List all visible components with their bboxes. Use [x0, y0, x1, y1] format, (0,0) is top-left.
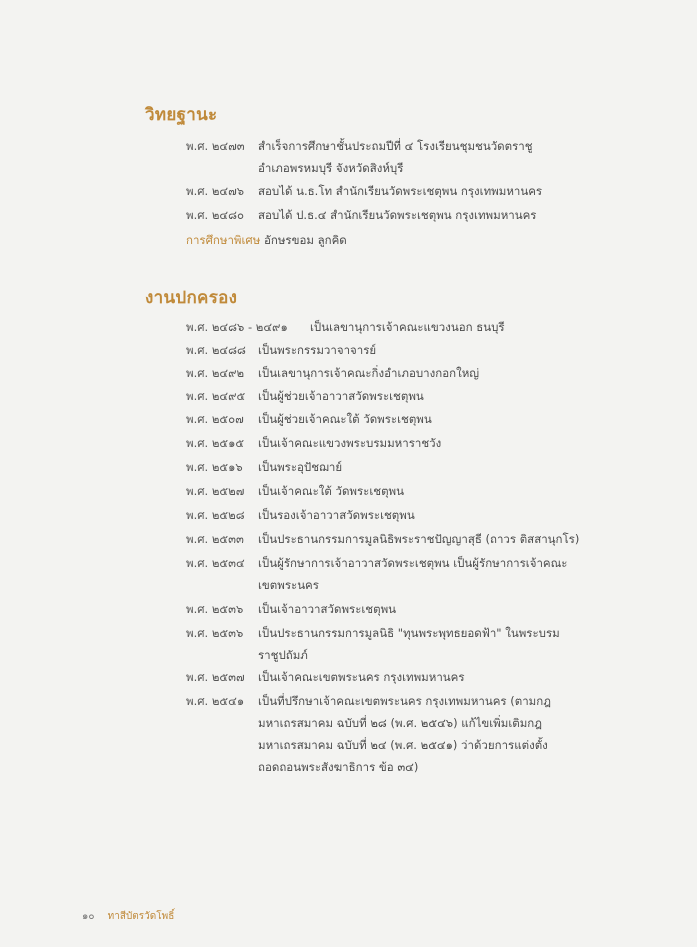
special-education-text: อักษรขอม ลูกคิด — [263, 233, 347, 247]
entry-line: อำเภอพรหมบุรี จังหวัดสิงห์บุรี — [258, 161, 404, 175]
year-label: พ.ศ. ๒๕๒๘ — [186, 508, 245, 522]
entry-line: สอบได้ น.ธ.โท สำนักเรียนวัดพระเชตุพน กรุงเทพมหานคร — [258, 184, 543, 198]
entry-line: มหาเถรสมาคม ฉบับที่ ๒๘ (พ.ศ. ๒๕๔๖) แก้ไขเพิ่มเติมกฎ — [258, 716, 542, 730]
entry-line: เป็นเจ้าคณะเขตพระนคร กรุงเทพมหานคร — [258, 670, 465, 684]
year-label: พ.ศ. ๒๔๘๘ — [186, 343, 246, 357]
page-footer — [82, 909, 174, 924]
entry-line: เป็นรองเจ้าอาวาสวัดพระเชตุพน — [258, 508, 415, 522]
entry-line: สอบได้ ป.ธ.๔ สำนักเรียนวัดพระเชตุพน กรุงเทพมหานคร — [258, 208, 537, 222]
special-education-label: การศึกษาพิเศษ — [186, 233, 261, 247]
entry-line: เป็นพระกรรมวาจาจารย์ — [258, 343, 377, 357]
entry-line: เป็นผู้ช่วยเจ้าคณะใต้ วัดพระเชตุพน — [258, 412, 432, 426]
entry-description — [258, 552, 567, 596]
entry-line: มหาเถรสมาคม ฉบับที่ ๒๔ (พ.ศ. ๒๕๔๑) ว่าด้วยการแต่งตั้ง — [258, 738, 548, 752]
year-label: พ.ศ. ๒๔๘๖ - ๒๔๙๑ — [186, 320, 288, 334]
entry-line: เป็นเจ้าคณะใต้ วัดพระเชตุพน — [258, 484, 405, 498]
year-label: พ.ศ. ๒๕๑๖ — [186, 460, 243, 474]
year-label: พ.ศ. ๒๕๔๑ — [186, 694, 245, 708]
entry-line: เป็นเลขานุการเจ้าคณะกิ่งอำเภอบางกอกใหญ่ — [258, 366, 480, 380]
section-heading-administration: งานปกครอง — [145, 288, 238, 308]
entry-line: เป็นผู้รักษาการเจ้าอาวาสวัดพระเชตุพน เป็นผู้รักษาการเจ้าคณะ — [258, 556, 568, 570]
special-education — [186, 229, 347, 251]
footer-title: ทาสีบัตรวัดโพธิ์ — [107, 911, 175, 922]
entry-line: เป็นประธานกรรมการมูลนิธิพระราชปัญญาสุธี (ถาวร ติสสานุกโร) — [258, 532, 580, 546]
entry-line: เป็นเจ้าอาวาสวัดพระเชตุพน — [258, 602, 397, 616]
entry-description — [258, 135, 533, 179]
year-label: พ.ศ. ๒๕๓๖ — [186, 626, 244, 640]
entry-line: สำเร็จการศึกษาชั้นประถมปีที่ ๔ โรงเรียนชุมชนวัดตราชู — [258, 139, 533, 153]
entry-line: เป็นประธานกรรมการมูลนิธิ "ทุนพระพุทธยอดฟ้า" ในพระบรม — [258, 626, 560, 640]
entry-line: เป็นพระอุปัชฌาย์ — [258, 460, 343, 474]
entry-line: ถอดถอนพระสังฆาธิการ ข้อ ๓๔) — [258, 760, 419, 774]
year-label: พ.ศ. ๒๕๓๔ — [186, 556, 245, 570]
year-label: พ.ศ. ๒๕๑๕ — [186, 436, 245, 450]
entry-line: เขตพระนคร — [258, 578, 319, 592]
year-label: พ.ศ. ๒๕๓๖ — [186, 602, 244, 616]
year-label: พ.ศ. ๒๔๙๕ — [186, 389, 246, 403]
entry-line: ราชูปถัมภ์ — [258, 648, 308, 662]
entry-line: เป็นเลขานุการเจ้าคณะแขวงนอก ธนบุรี — [310, 320, 505, 334]
entry-line: เป็นเจ้าคณะแขวงพระบรมมหาราชวัง — [258, 436, 442, 450]
entry-description — [258, 690, 551, 778]
year-label: พ.ศ. ๒๕๓๓ — [186, 532, 244, 546]
year-label: พ.ศ. ๒๕๒๗ — [186, 484, 245, 498]
year-label: พ.ศ. ๒๔๘๐ — [186, 208, 245, 222]
entry-description — [258, 622, 560, 666]
page-number: ๑๐ — [82, 911, 95, 922]
section-heading-education: วิทยฐานะ — [145, 105, 218, 125]
year-label: พ.ศ. ๒๕๓๗ — [186, 670, 245, 684]
year-label: พ.ศ. ๒๔๗๖ — [186, 184, 245, 198]
year-label: พ.ศ. ๒๔๗๓ — [186, 139, 245, 153]
entry-line: เป็นที่ปรึกษาเจ้าคณะเขตพระนคร กรุงเทพมหานคร (ตามกฎ — [258, 694, 551, 708]
year-label: พ.ศ. ๒๕๐๗ — [186, 412, 244, 426]
entry-line: เป็นผู้ช่วยเจ้าอาวาสวัดพระเชตุพน — [258, 389, 424, 403]
year-label: พ.ศ. ๒๔๙๒ — [186, 366, 245, 380]
